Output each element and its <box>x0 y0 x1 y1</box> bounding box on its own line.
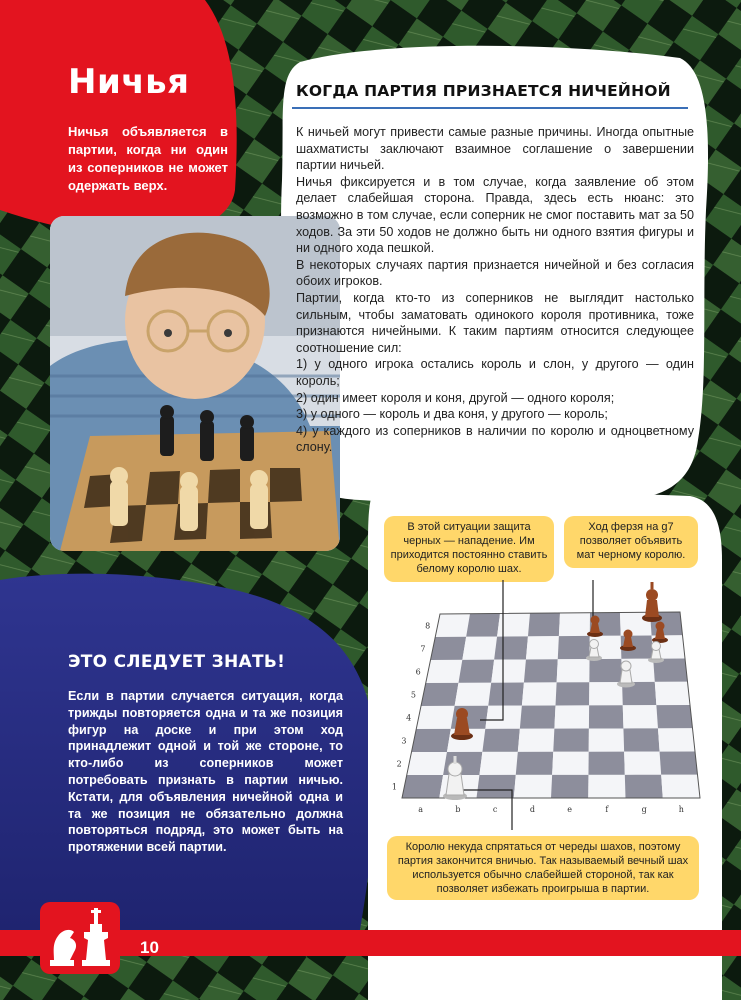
board-square <box>623 705 658 728</box>
board-square <box>416 706 454 729</box>
callout-bottom: Королю некуда спрятаться от череды шахов, поэтому партия закончится вничью. Так называемый вечный шах используется обычно слабейшей стороной, так как позволяет избежать проигрыша в партии. <box>387 836 699 900</box>
file-label: a <box>418 805 424 814</box>
board-square <box>656 705 692 728</box>
know-title: ЭТО СЛЕДУЕТ ЗНАТЬ! <box>68 652 286 672</box>
board-square <box>518 729 555 752</box>
board-square <box>589 705 624 728</box>
page-number: 10 <box>140 938 159 957</box>
board-square <box>466 614 500 637</box>
rank-label: 1 <box>391 782 397 792</box>
board-square <box>412 729 451 752</box>
board-square <box>589 682 623 705</box>
paragraph: В некоторых случаях партия признается ничейной и без согласия обоих игроков. <box>296 257 694 289</box>
board-square <box>435 614 470 637</box>
board-square <box>623 728 659 751</box>
heading-divider <box>292 107 688 109</box>
body-text <box>296 124 694 456</box>
list-item: 2) один имеет короля и коня, другой — одного короля; <box>296 390 615 405</box>
list-item: 1) у одного игрока остались король и слон, у другого — один король; <box>296 357 694 388</box>
board-square <box>431 637 467 660</box>
file-label: e <box>567 805 572 814</box>
board-square <box>514 775 552 798</box>
board-square <box>421 683 458 706</box>
board-square <box>488 683 524 706</box>
board-square <box>520 706 556 729</box>
board-square <box>458 660 494 683</box>
rank-label: 2 <box>396 759 402 769</box>
rank-label: 7 <box>420 644 426 654</box>
board-square <box>556 682 590 705</box>
board-square <box>559 613 590 636</box>
board-square <box>661 775 700 798</box>
black-king-piece <box>642 582 662 622</box>
intro-text: Ничья объявляется в партии, когда ни один из соперников не может одержать верх. <box>68 124 228 193</box>
file-label: d <box>529 805 535 814</box>
board-square <box>589 659 622 682</box>
board-square <box>660 752 698 775</box>
board-square <box>655 682 690 705</box>
paragraph: Партии, когда кто-то из соперников не выглядит настолько сильным, чтобы заматовать одинокого короля противника, тоже признаются ничейными. К таким партиям относится следующее соотношение сил: <box>296 290 694 355</box>
paragraph: Ничья фиксируется и в том случае, когда заявление об этом делает слабейшая сторона. Правда, здесь есть нюанс: это возможно в том случае, если соперник не смог поставить мат за 50 ходов. За эти 50 ходов не должно быть ни одного взятия фигуры и ни одного хода пешкой. <box>296 174 694 256</box>
board-square <box>491 659 526 682</box>
rank-label: 4 <box>406 713 412 723</box>
board-square <box>477 775 516 798</box>
board-square <box>482 729 519 752</box>
board-square <box>455 683 492 706</box>
section-heading: КОГДА ПАРТИЯ ПРИЗНАЕТСЯ НИЧЕЙНОЙ <box>296 82 671 100</box>
board-square <box>624 752 661 775</box>
rank-label: 6 <box>415 667 421 677</box>
list-item: 4) у каждого из соперников в наличии по королю и одноцветному слону. <box>296 423 694 455</box>
board-square <box>524 659 558 682</box>
board-square <box>551 775 588 798</box>
callout-right: Ход ферзя на g7 позволяет объявить мат черному королю. <box>564 516 698 568</box>
list-item: 3) у одного — король и два коня, у другого — король; <box>296 407 608 422</box>
rank-label: 5 <box>410 690 416 700</box>
file-label: c <box>492 805 498 814</box>
paragraph: К ничьей могут привести самые разные причины. Иногда опытные шахматисты заключают взаимное соглашение о завершении партии ничьей. <box>296 125 694 173</box>
board-square <box>407 752 447 775</box>
board-square <box>588 752 624 775</box>
file-label: f <box>605 805 609 814</box>
rank-label: 3 <box>401 736 407 746</box>
chess-logo-icon <box>40 902 120 974</box>
board-square <box>497 613 530 636</box>
board-square <box>522 682 557 705</box>
file-label: b <box>455 805 461 814</box>
board-square <box>528 613 560 636</box>
board-square <box>557 659 590 682</box>
board-square <box>462 637 497 660</box>
board-square <box>558 636 590 659</box>
chess-diagram <box>380 580 720 830</box>
board-square <box>625 775 663 798</box>
board-square <box>553 729 589 752</box>
board-square <box>479 752 517 775</box>
file-label: g <box>641 805 647 814</box>
page-title: Ничья <box>68 62 190 102</box>
file-label: h <box>678 805 684 814</box>
board-square <box>588 775 625 798</box>
callout-left: В этой ситуации защита черных — нападение. Им приходится постоянно ставить белому королю шах. <box>384 516 554 582</box>
board-square <box>589 728 624 751</box>
board-square <box>554 705 589 728</box>
know-text: Если в партии случается ситуация, когда трижды повторяется одна и та же позиция фигур на доске и при этом ход принадлежит одной и той же стороне, то кто-либо из соперников может потребовать признать в партии ничью. Кстати, для объявления ничейной одна и та же позиция не обязательно должна повторяться подряд, это может быть на протяжении всей партии. <box>68 689 343 855</box>
board-square <box>426 660 463 683</box>
board-square <box>526 636 559 659</box>
board-square <box>516 752 553 775</box>
board-square <box>402 775 443 798</box>
rank-label: 8 <box>425 621 431 631</box>
board-square <box>658 728 695 751</box>
board-square <box>552 752 589 775</box>
board-square <box>494 636 528 659</box>
